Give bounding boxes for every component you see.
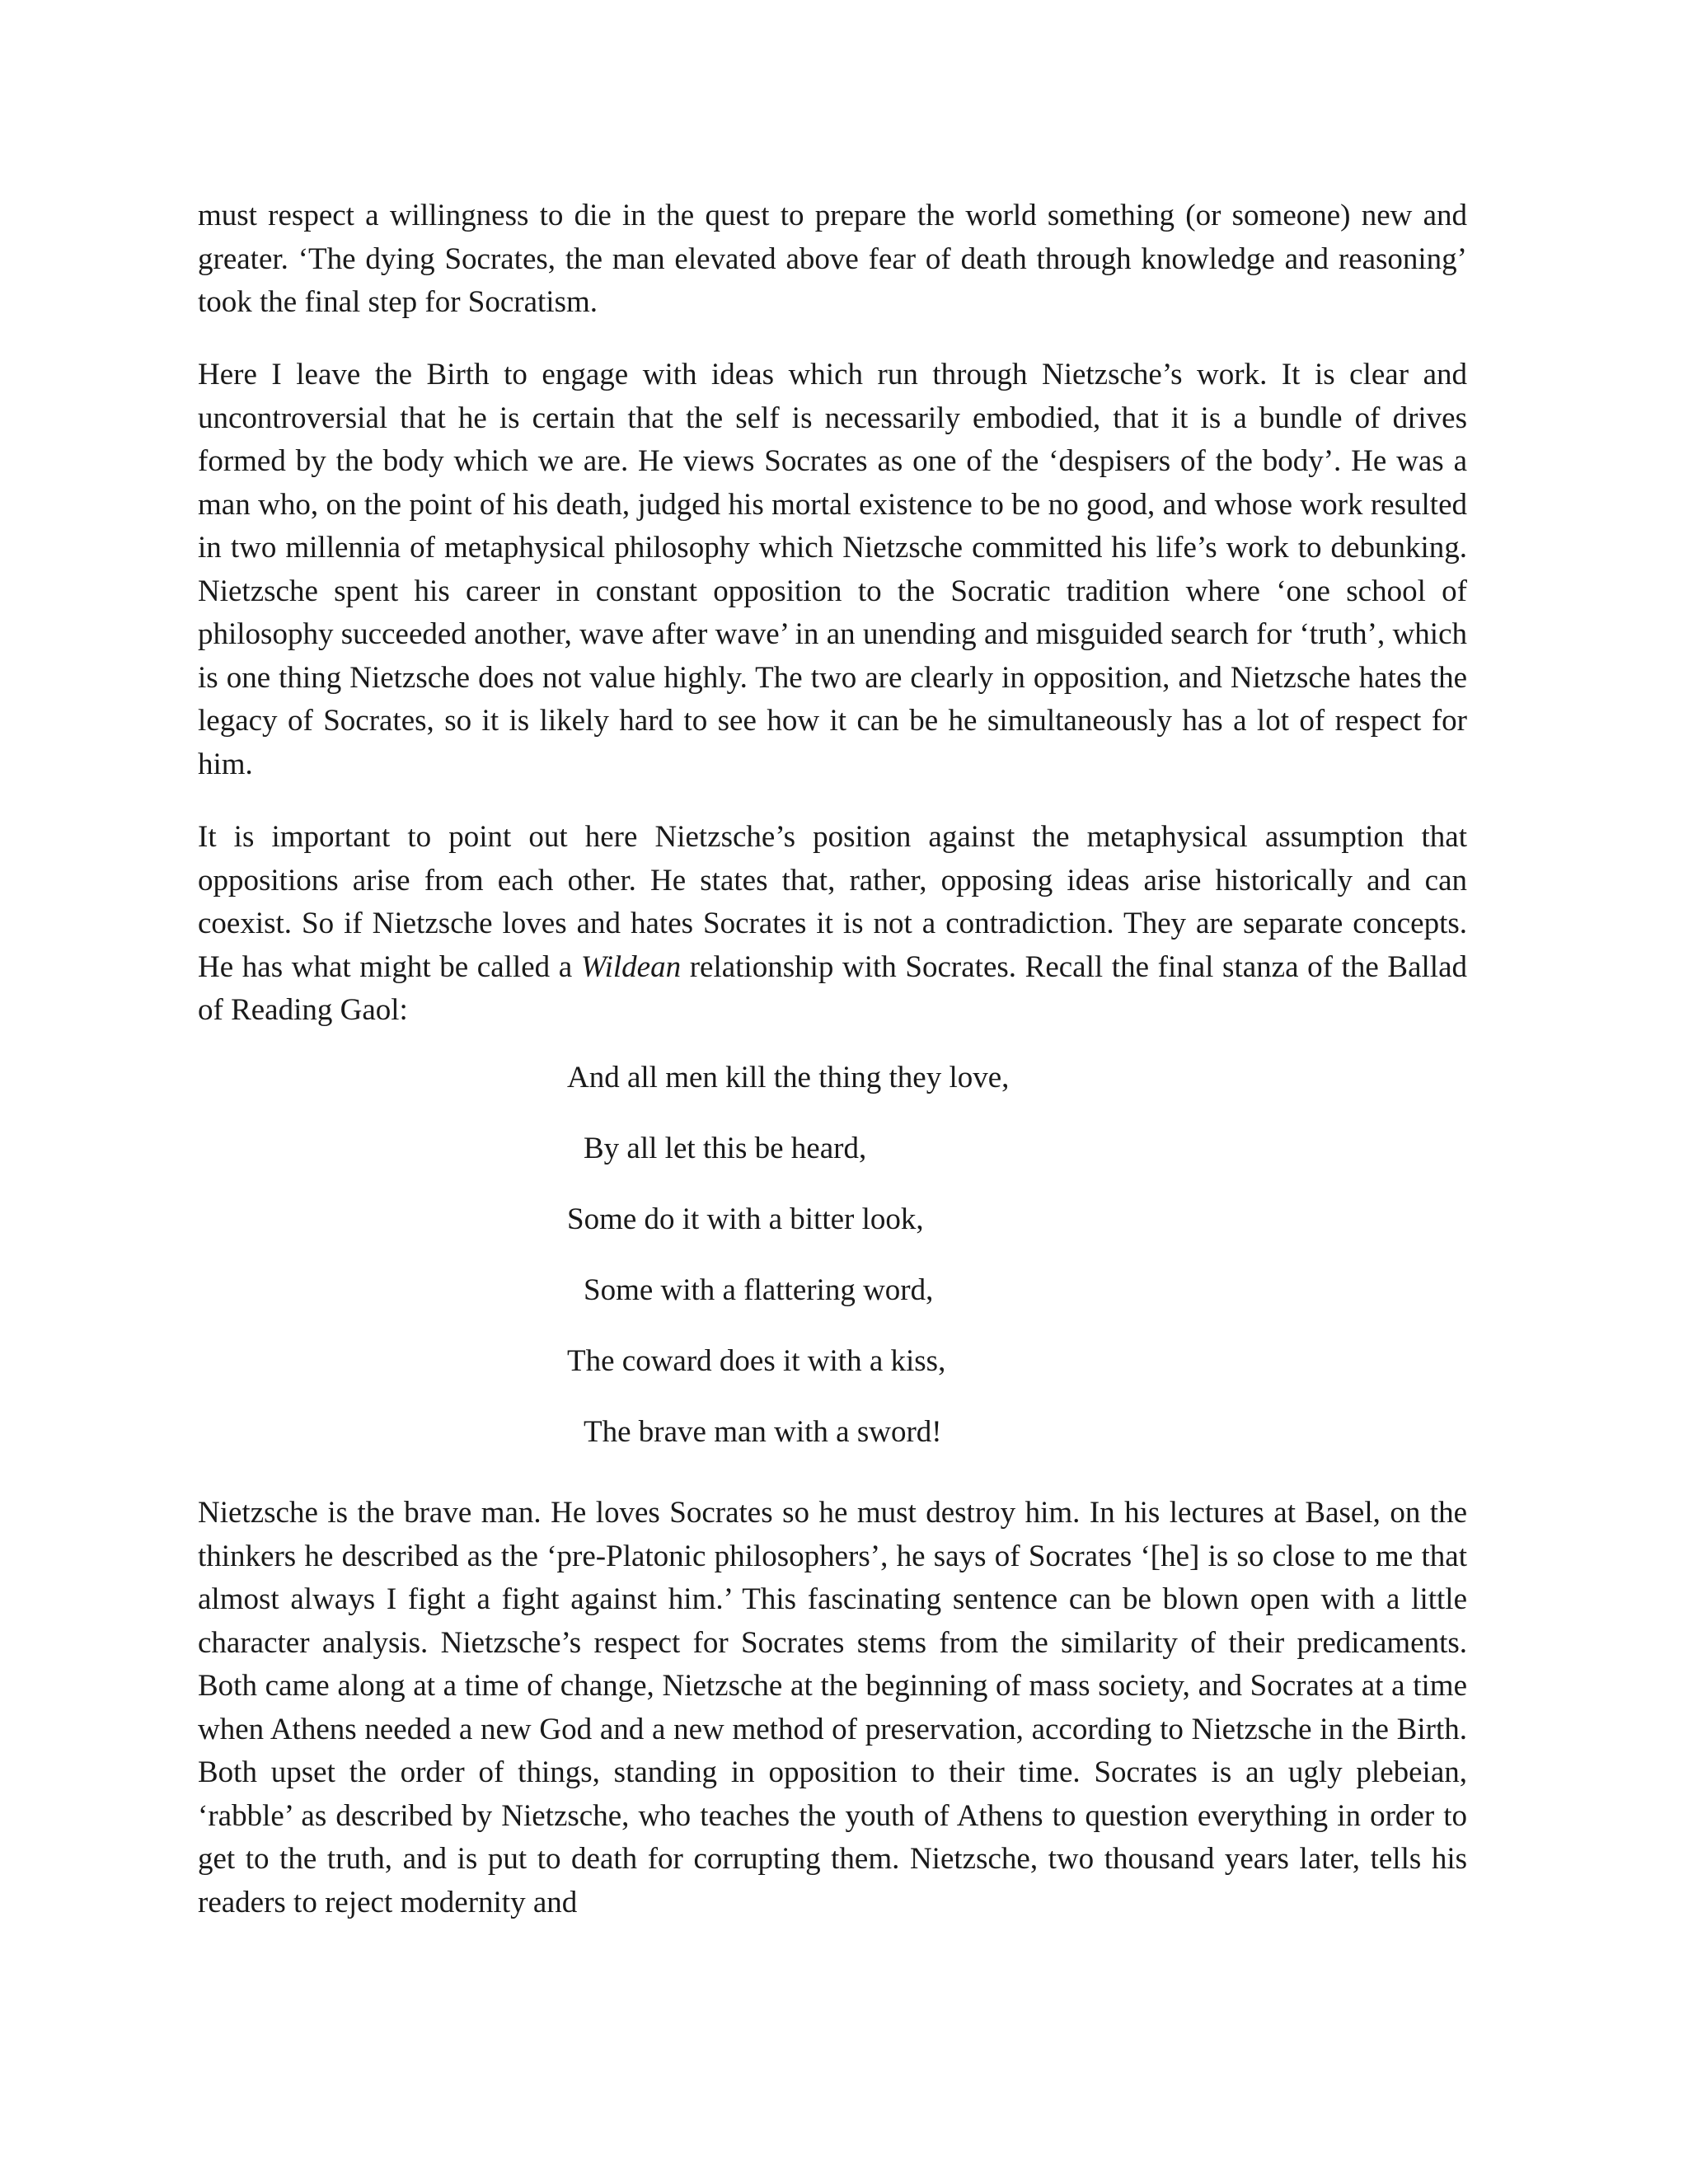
poem-line: The coward does it with a kiss, (567, 1344, 946, 1378)
paragraph-2: Here I leave the Birth to engage with ideas which run through Nietzsche’s work. It is clear and uncontroversial that he is certain that the self is necessarily embodied, that it is a bundle of drives formed by the body which we are. He views Socrates as one of the ‘despisers of the body’. He was a man who, on the point of his death, judged his mortal existence to be no good, and whose work resulted in two millennia of metaphysical philosophy which Nietzsche committed his life’s work to debunking. Nietzsche spent his career in constant opposition to the Socratic tradition where ‘one school of philosophy succeeded another, wave after wave’ in an unending and misguided search for ‘truth’, which is one thing Nietzsche does not value highly. The two are clearly in opposition, and Nietzsche hates the legacy of Socrates, so it is likely hard to see how it can be he simultaneously has a lot of respect for him. (198, 358, 1467, 781)
poem-line: By all let this be heard, (584, 1132, 867, 1165)
paragraph-3-text-after: relationship with Socrates. Recall the final stanza of the Ballad of Reading Gaol: (198, 949, 1467, 1027)
paragraph-3 (198, 816, 1467, 1033)
paragraph-1: must respect a willingness to die in the quest to prepare the world something (or someone) new and greater. ‘The dying Socrates, the man elevated above fear of death through knowledge and reasoning’ took the final step for Socratism. (198, 199, 1467, 319)
poem-line: And all men kill the thing they love, (567, 1061, 1010, 1094)
paragraph-3-italic-word: Wildean (580, 949, 682, 984)
poem-line: Some with a flattering word, (584, 1273, 934, 1307)
poem-line: The brave man with a sword! (584, 1415, 942, 1449)
paragraph-4: Nietzsche is the brave man. He loves Socrates so he must destroy him. In his lectures at Basel, on the thinkers he described as the ‘pre-Platonic philosophers’, he says of Socrates ‘[he] is so close to me that almost always I fight a fight against him.’ This fascinating sentence can be blown open with a little character analysis. Nietzsche’s respect for Socrates stems from the similarity of their predicaments. Both came along at a time of change, Nietzsche at the beginning of mass society, and Socrates at a time when Athens needed a new God and a new method of preservation, according to Nietzsche in the Birth. Both upset the order of things, standing in opposition to their time. Socrates is an ugly plebeian, ‘rabble’ as described by Nietzsche, who teaches the youth of Athens to question everything in order to get to the truth, and is put to death for corrupting them. Nietzsche, two thousand years later, tells his readers to reject modernity and (198, 1496, 1467, 1919)
poem-line: Some do it with a bitter look, (567, 1202, 924, 1236)
paragraph-3-text-before: It is important to point out here Nietzsche’s position against the metaphysical assumption that oppositions arise from each other. He states that, rather, opposing ideas arise historically and can coexist. So if Nietzsche loves and hates Socrates it is not a contradiction. They are separate concepts. He has what might be called a (198, 820, 1467, 984)
poem-stanza (567, 1057, 1144, 1482)
